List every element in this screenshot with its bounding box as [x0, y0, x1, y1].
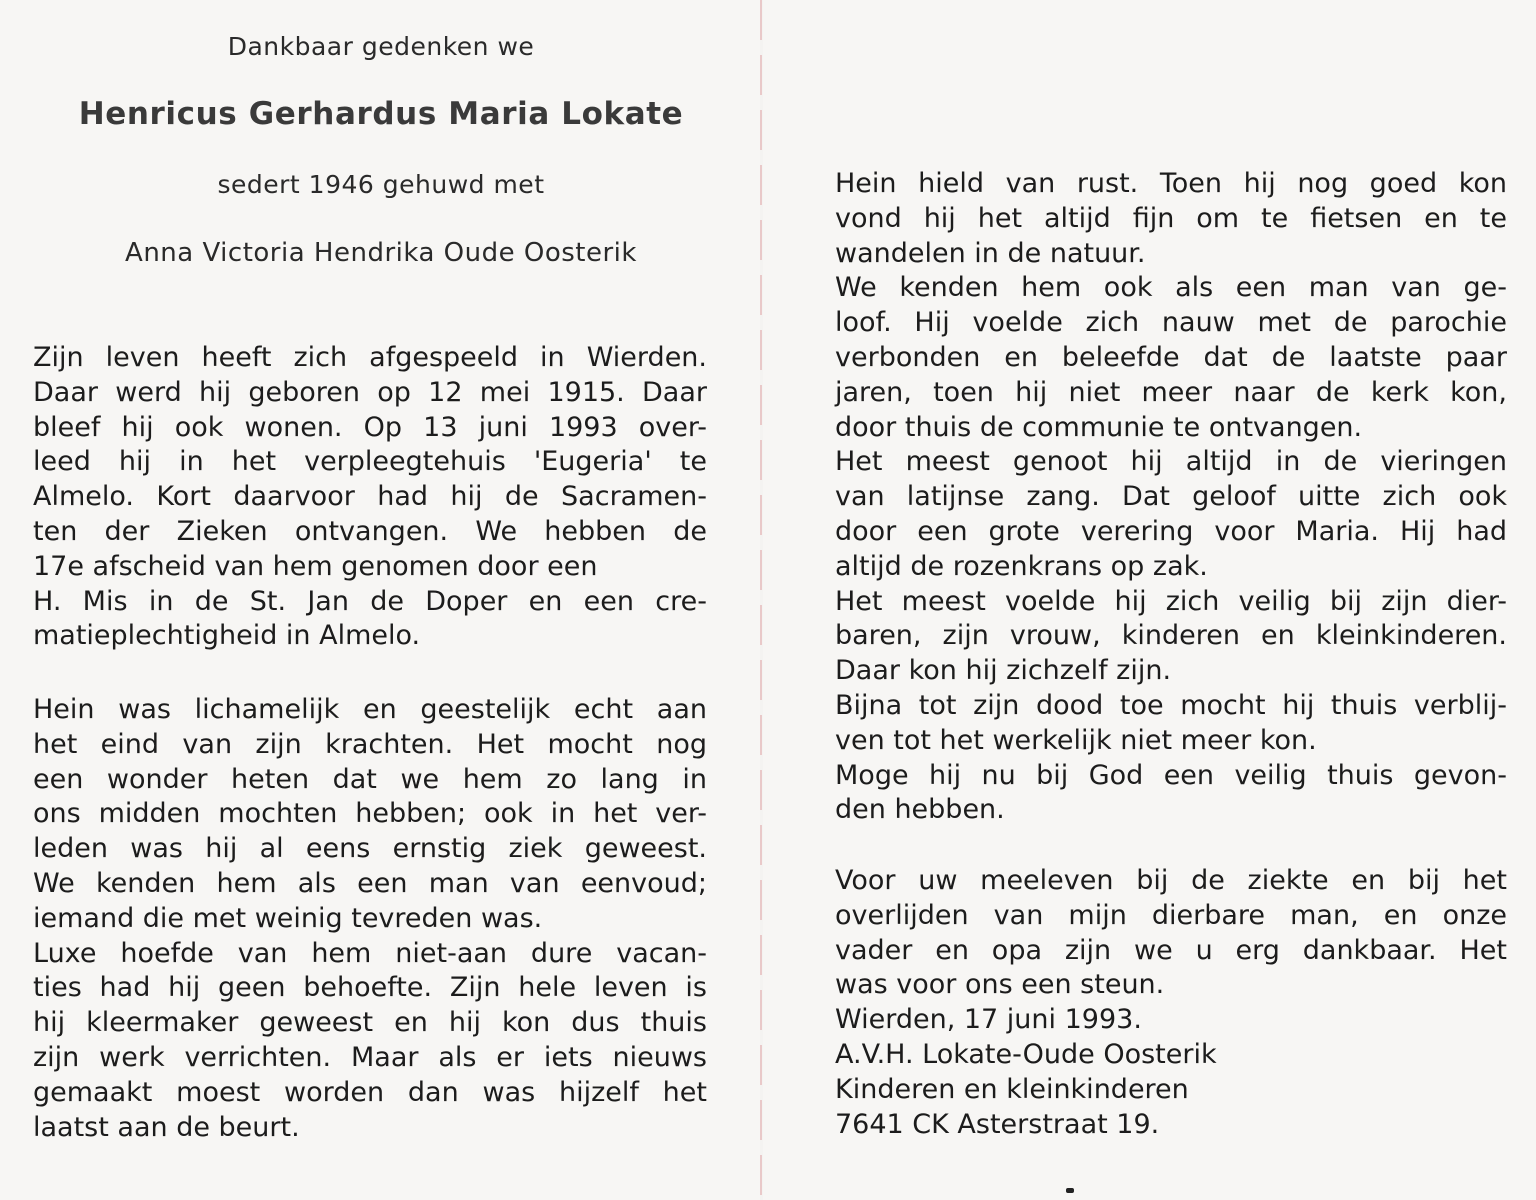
married-line: sedert 1946 gehuwd met: [217, 170, 545, 199]
address-line: 7641 CK Asterstraat 19.: [835, 1108, 1160, 1140]
text-line: Moge hij nu bij God een veilig thuis gevon-: [835, 759, 1507, 791]
character-paragraph: [33, 693, 707, 1145]
spouse-name: Anna Victoria Hendrika Oude Oosterik: [125, 238, 637, 268]
text-line: wandelen in de natuur.: [835, 237, 1146, 269]
family-line: Kinderen en kleinkinderen: [835, 1073, 1189, 1105]
thanks-paragraph: [835, 864, 1507, 1142]
print-speck: [1066, 1188, 1074, 1193]
text-line: Zijn leven heeft zich afgespeeld in Wierden.: [33, 342, 707, 373]
text-line: leed hij in het verpleegtehuis 'Eugeria' te: [33, 446, 707, 478]
text-line: loof. Hij voelde zich nauw met de parochie: [835, 307, 1507, 339]
text-line: Almelo. Kort daarvoor had hij de Sacramen-: [33, 481, 707, 513]
text-line: H. Mis in de St. Jan de Doper en een cre-: [33, 585, 707, 617]
text-line: hij kleermaker geweest en hij kon dus thuis: [33, 1007, 707, 1039]
text-line: den hebben.: [835, 794, 1005, 826]
left-page: [0, 0, 762, 1200]
text-line: verbonden en beleefde dat de laatste paar: [835, 341, 1507, 373]
text-line: door een grote verering voor Maria. Hij had: [835, 515, 1507, 547]
text-line: We kenden hem ook als een man van ge-: [835, 272, 1507, 304]
text-line: iemand die met weinig tevreden was.: [33, 902, 543, 934]
text-line: jaren, toen hij niet meer naar de kerk kon,: [835, 376, 1507, 408]
text-line: baren, zijn vrouw, kinderen en kleinkinderen.: [835, 620, 1507, 652]
text-line: een wonder heten dat we hem zo lang in: [33, 763, 707, 795]
text-line: altijd de rozenkrans op zak.: [835, 550, 1208, 582]
text-line: gemaakt moest worden dan was hijzelf het: [33, 1076, 707, 1108]
text-line: zijn werk verrichten. Maar als er iets nieuws: [33, 1041, 707, 1073]
text-line: matieplechtigheid in Almelo.: [33, 620, 421, 652]
text-line: Daar kon hij zichzelf zijn.: [835, 655, 1172, 687]
fold-line: [760, 0, 762, 1200]
text-line: ten der Zieken ontvangen. We hebben de: [33, 515, 707, 547]
date-line: Wierden, 17 juni 1993.: [835, 1004, 1142, 1036]
text-line: laatst aan de beurt.: [33, 1111, 300, 1143]
text-line: het eind van zijn krachten. Het mocht nog: [33, 728, 707, 760]
text-line: was voor ons een steun.: [835, 969, 1165, 1001]
text-line: Het meest voelde hij zich veilig bij zijn dier-: [835, 585, 1507, 617]
text-line: Hein hield van rust. Toen hij nog goed kon: [835, 168, 1507, 199]
text-line: vader en opa zijn we u erg dankbaar. Het: [835, 934, 1507, 966]
signatory-line: A.V.H. Lokate-Oude Oosterik: [835, 1038, 1217, 1070]
text-line: 17e afscheid van hem genomen door een: [33, 550, 598, 582]
life-paragraph: [33, 341, 707, 654]
text-line: Voor uw meeleven bij de ziekte en bij het: [835, 865, 1507, 896]
intro-line: Dankbaar gedenken we: [227, 32, 535, 61]
text-line: Bijna tot zijn dood toe mocht hij thuis verblij-: [835, 689, 1507, 721]
text-line: We kenden hem als een man van eenvoud;: [33, 867, 707, 899]
text-line: ons midden mochten hebben; ook in het ver-: [33, 798, 707, 830]
text-line: ties had hij geen behoefte. Zijn hele leven is: [33, 972, 707, 1004]
text-line: bleef hij ook wonen. Op 13 juni 1993 over-: [33, 411, 707, 443]
deceased-name: Henricus Gerhardus Maria Lokate: [78, 96, 684, 132]
text-line: door thuis de communie te ontvangen.: [835, 411, 1363, 443]
text-line: Het meest genoot hij altijd in de vieringen: [835, 446, 1507, 478]
text-line: leden was hij al eens ernstig ziek geweest.: [33, 833, 707, 865]
text-line: ven tot het werkelijk niet meer kon.: [835, 724, 1317, 756]
faith-paragraph: [835, 167, 1507, 828]
text-line: Hein was lichamelijk en geestelijk echt aan: [33, 694, 707, 725]
text-line: vond hij het altijd fijn om te fietsen en te: [835, 202, 1507, 234]
text-line: van latijnse zang. Dat geloof uitte zich ook: [835, 481, 1507, 513]
text-line: overlijden van mijn dierbare man, en onze: [835, 899, 1507, 931]
text-line: Luxe hoefde van hem niet-aan dure vacan-: [33, 937, 707, 969]
text-line: Daar werd hij geboren op 12 mei 1915. Daar: [33, 376, 707, 408]
